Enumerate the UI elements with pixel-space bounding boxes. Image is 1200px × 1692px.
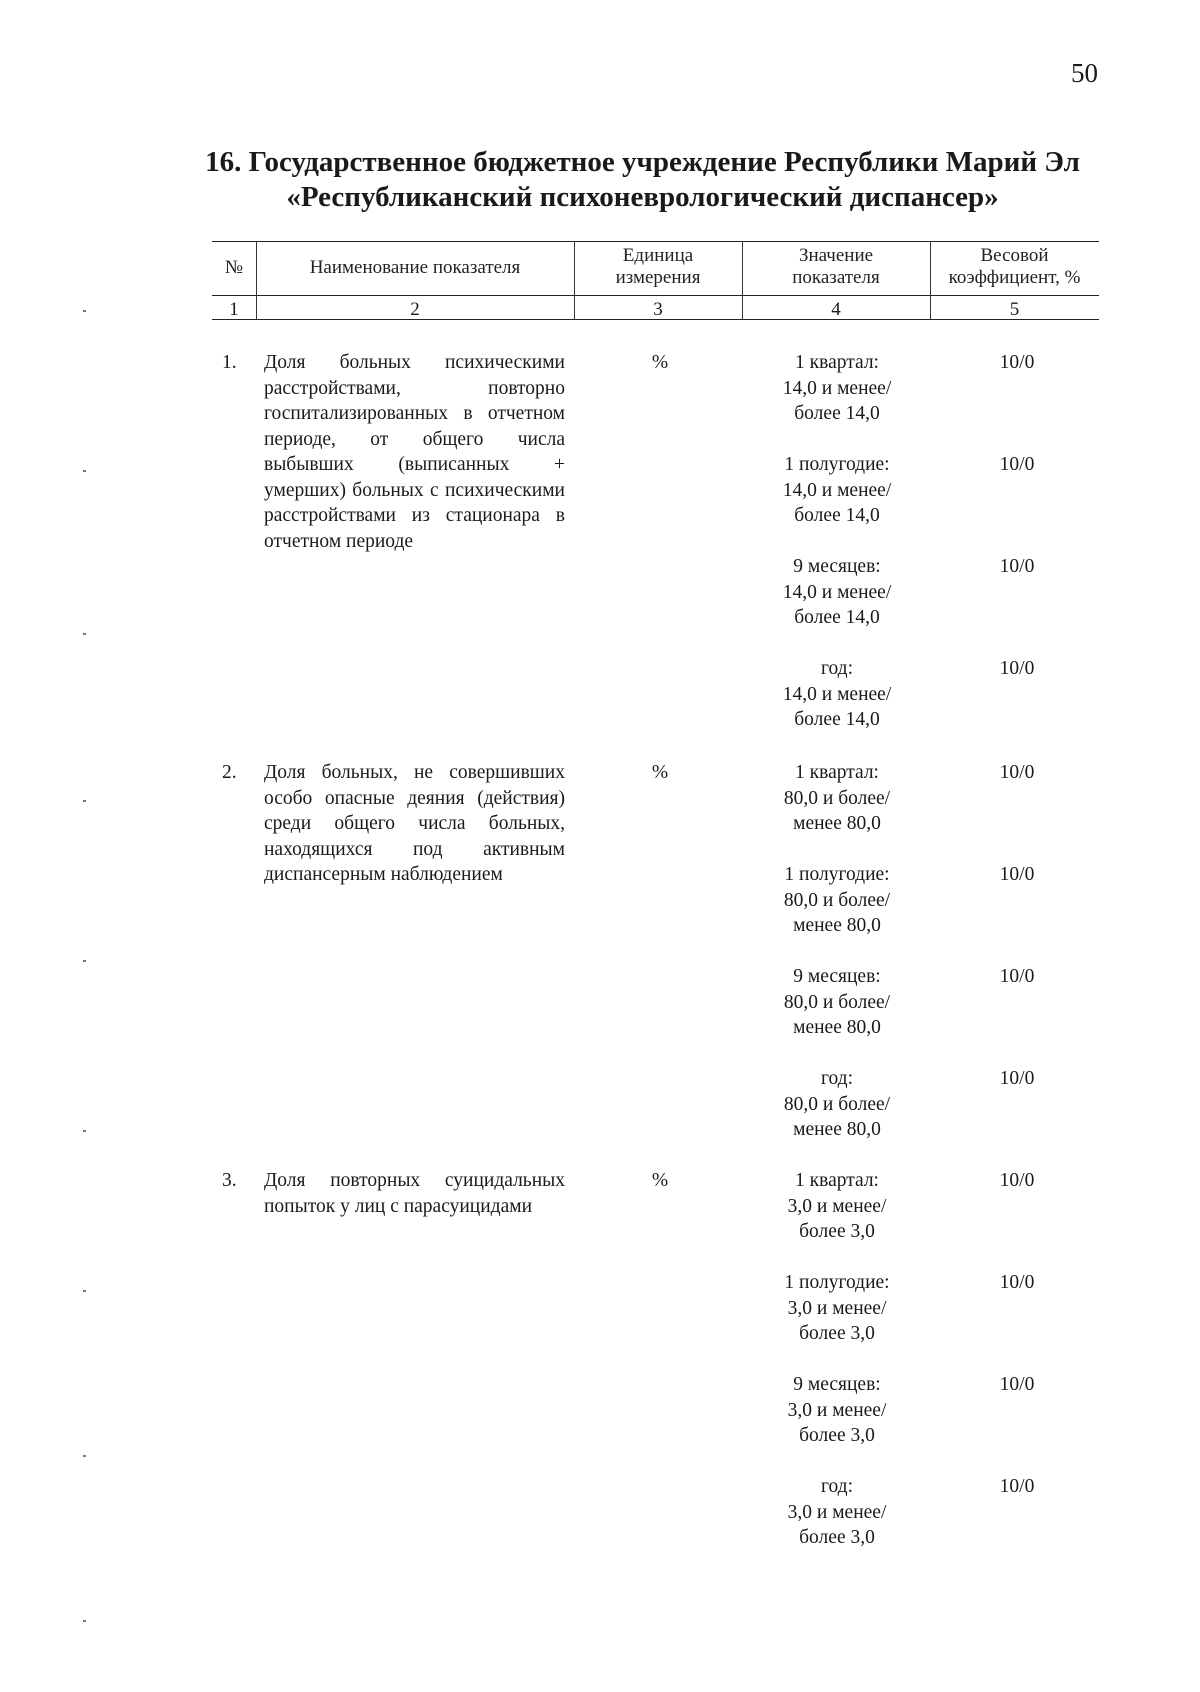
period-label: год: [820, 658, 854, 679]
period-value: 3,0 и менее/ [787, 1297, 887, 1319]
period-value: менее 80,0 [793, 915, 881, 936]
row-1-period-1 [742, 350, 932, 427]
row-1-weight-1: 10/0 [999, 352, 1035, 373]
scan-speck [83, 1455, 86, 1457]
period-label: 1 полугодие: [784, 864, 890, 885]
period-value: более 14,0 [794, 403, 880, 424]
period-value: 14,0 и менее/ [782, 683, 892, 705]
row-3-period-3 [742, 1372, 932, 1449]
row-1-weight-4: 10/0 [999, 658, 1035, 679]
row-2-period-3 [742, 964, 932, 1041]
row-1-period-4 [742, 656, 932, 733]
header-number-5: 5 [1009, 299, 1020, 320]
row-2-weight-3: 10/0 [999, 966, 1035, 987]
period-value: 3,0 и менее/ [787, 1399, 887, 1421]
page-number: 50 [1071, 58, 1098, 88]
row-3-weight-2: 10/0 [999, 1272, 1035, 1293]
title-line-2: «Республиканский психоневрологический диспансер» [286, 181, 999, 213]
row-2-name: Доля больных, не совершивших особо опасные деяния (действия) среди общего числа больных, находящихся под активным диспансерным наблюдением [264, 762, 565, 885]
period-label: 1 квартал: [795, 352, 879, 373]
period-value: 80,0 и более/ [783, 1093, 891, 1115]
row-2-period-1 [742, 760, 932, 837]
row-3-weight-3: 10/0 [999, 1374, 1035, 1395]
period-value: менее 80,0 [793, 813, 881, 834]
header-number-3: 3 [653, 299, 663, 320]
scan-speck [83, 800, 86, 802]
period-label: 1 полугодие: [784, 1272, 890, 1293]
period-value: менее 80,0 [793, 1017, 881, 1038]
row-2-weight-4: 10/0 [999, 1068, 1035, 1089]
scan-speck [83, 960, 86, 962]
row-3-number: 3. [222, 1170, 237, 1191]
scan-speck [83, 310, 86, 312]
row-2-period-4 [742, 1066, 932, 1143]
row-2-weight-2: 10/0 [999, 864, 1035, 885]
period-value: более 3,0 [799, 1425, 875, 1446]
period-value: более 14,0 [794, 505, 880, 526]
scan-speck [83, 1290, 86, 1292]
header-col-number: № [224, 257, 244, 278]
row-1-name: Доля больных психическими расстройствами, повторно госпитализированных в отчетном периоде, от общего числа выбывших (выписанных + умерших) больных с психическими расстройствами из стационара в отчетном периоде [264, 352, 565, 552]
document-title [160, 145, 1125, 215]
row-1-period-3 [742, 554, 932, 631]
header-col-unit [574, 245, 742, 289]
period-value: 14,0 и менее/ [782, 479, 892, 501]
period-value: более 3,0 [799, 1221, 875, 1242]
period-value: 80,0 и более/ [783, 787, 891, 809]
period-value: более 3,0 [799, 1323, 875, 1344]
scan-speck [83, 1620, 86, 1622]
row-1-weight-2: 10/0 [999, 454, 1035, 475]
header-col-value-line1: Значение [798, 245, 874, 266]
row-1-period-2 [742, 452, 932, 529]
period-label: 1 квартал: [795, 762, 879, 783]
period-value: 80,0 и более/ [783, 991, 891, 1013]
period-label: 9 месяцев: [793, 966, 881, 987]
row-3-name: Доля повторных суицидальных попыток у лиц с парасуицидами [264, 1170, 565, 1217]
row-1-weight-3: 10/0 [999, 556, 1035, 577]
period-label: год: [820, 1068, 854, 1089]
header-number-4: 4 [831, 299, 841, 320]
period-value: 14,0 и менее/ [782, 377, 892, 399]
period-label: год: [820, 1476, 854, 1497]
period-label: 1 полугодие: [784, 454, 890, 475]
period-value: 3,0 и менее/ [787, 1195, 887, 1217]
row-2-number: 2. [222, 762, 237, 783]
row-3-period-1 [742, 1168, 932, 1245]
row-2-unit: % [651, 762, 669, 783]
header-col-weight-line1: Весовой [980, 245, 1049, 266]
period-value: 80,0 и более/ [783, 889, 891, 911]
period-value: 3,0 и менее/ [787, 1501, 887, 1523]
header-col-weight [930, 245, 1099, 289]
row-3-period-4 [742, 1474, 932, 1551]
row-2-period-2 [742, 862, 932, 939]
period-label: 9 месяцев: [793, 1374, 881, 1395]
period-value: более 3,0 [799, 1527, 875, 1548]
row-3-period-2 [742, 1270, 932, 1347]
header-number-1: 1 [229, 299, 239, 320]
header-col-name: Наименование показателя [309, 257, 521, 278]
row-3-unit: % [651, 1170, 669, 1191]
period-value: более 14,0 [794, 607, 880, 628]
period-label: 1 квартал: [795, 1170, 879, 1191]
header-mid-rule [212, 295, 1099, 296]
row-3-weight-4: 10/0 [999, 1476, 1035, 1497]
header-col-value [742, 245, 930, 289]
scan-speck [83, 1130, 86, 1132]
period-label: 9 месяцев: [793, 556, 881, 577]
scan-speck [83, 633, 86, 635]
row-2-weight-1: 10/0 [999, 762, 1035, 783]
header-number-2: 2 [410, 299, 420, 320]
row-1-unit: % [651, 352, 669, 373]
title-line-1: 16. Государственное бюджетное учреждение Республики Марий Эл [205, 146, 1080, 178]
period-value: более 14,0 [794, 709, 880, 730]
header-col-unit-line1: Единица [622, 245, 694, 266]
header-col-unit-line2: измерения [615, 267, 701, 288]
row-3-weight-1: 10/0 [999, 1170, 1035, 1191]
period-value: менее 80,0 [793, 1119, 881, 1140]
header-col-value-line2: показателя [792, 267, 880, 288]
period-value: 14,0 и менее/ [782, 581, 892, 603]
row-1-number: 1. [222, 352, 237, 373]
header-col-weight-line2: коэффициент, % [948, 267, 1081, 288]
header-top-rule [212, 241, 1099, 242]
scan-speck [83, 470, 86, 472]
